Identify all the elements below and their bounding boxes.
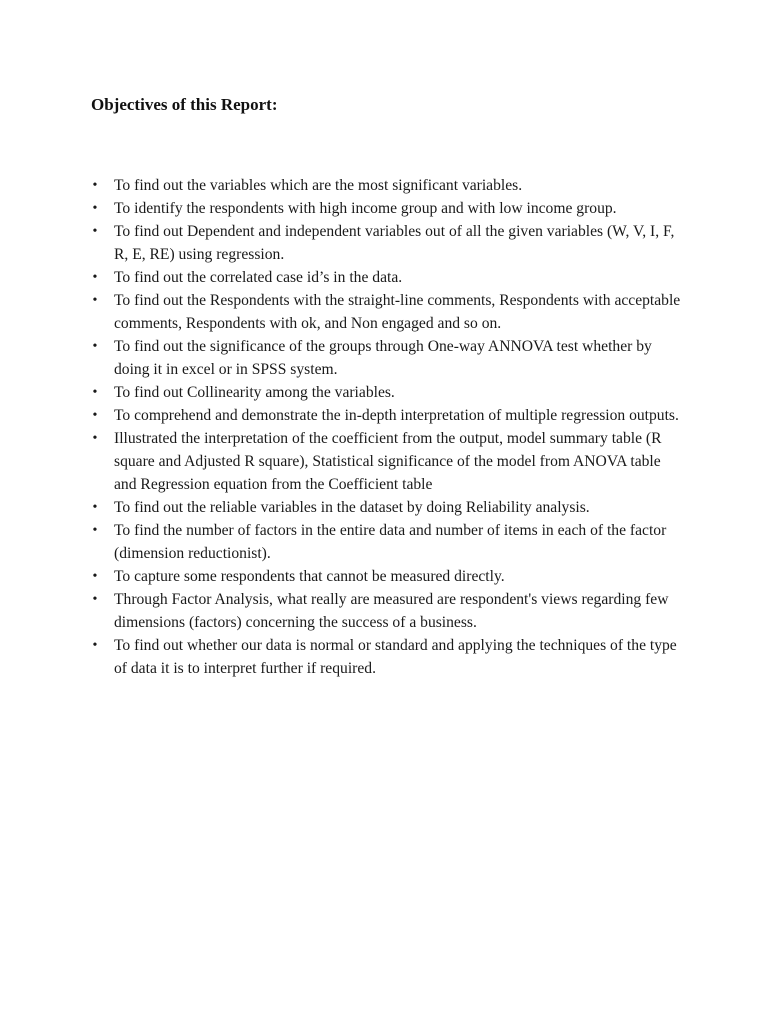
objective-item	[91, 289, 684, 335]
objective-text: To find out the significance of the groups through One-way ANNOVA test whether by doing it in excel or in SPSS system.	[114, 338, 652, 378]
objective-text: To capture some respondents that cannot be measured directly.	[114, 568, 505, 585]
objective-item	[91, 588, 684, 634]
objective-text: To find out Dependent and independent variables out of all the given variables (W, V, I, F, R, E, RE) using regression.	[114, 223, 675, 263]
bullet-icon: •	[92, 408, 98, 423]
bullet-icon: •	[92, 339, 98, 354]
objective-item	[91, 266, 684, 289]
bullet-icon: •	[92, 592, 98, 607]
objective-item	[91, 634, 684, 680]
objective-text: To find out the reliable variables in the dataset by doing Reliability analysis.	[114, 499, 590, 516]
objective-item	[91, 381, 684, 404]
bullet-icon: •	[92, 523, 98, 538]
objectives-list	[91, 174, 728, 680]
objective-text: To find out the Respondents with the straight-line comments, Respondents with acceptable comments, Respondents with ok, and Non engaged and so on.	[114, 292, 681, 332]
objective-item	[91, 197, 684, 220]
bullet-icon: •	[92, 431, 98, 446]
bullet-icon: •	[92, 201, 98, 216]
objective-text: To find out Collinearity among the variables.	[114, 384, 395, 401]
objective-item	[91, 335, 684, 381]
bullet-icon: •	[92, 270, 98, 285]
objective-text: To find the number of factors in the entire data and number of items in each of the factor (dimension reductionist).	[114, 522, 667, 562]
objective-item	[91, 404, 684, 427]
objective-text: To comprehend and demonstrate the in-depth interpretation of multiple regression outputs.	[114, 407, 679, 424]
objective-item	[91, 427, 684, 496]
objective-text: To identify the respondents with high income group and with low income group.	[114, 200, 617, 217]
bullet-icon: •	[92, 178, 98, 193]
objective-item	[91, 174, 684, 197]
objective-text: To find out the variables which are the most significant variables.	[114, 177, 523, 194]
objective-text: To find out whether our data is normal or standard and applying the techniques of the type of data it is to interpret further if required.	[114, 637, 677, 677]
bullet-icon: •	[92, 224, 98, 239]
bullet-icon: •	[92, 569, 98, 584]
objective-text: Illustrated the interpretation of the coefficient from the output, model summary table (R square and Adjusted R square), Statistical significance of the model from ANOVA table and Regression equation from the Coefficient table	[114, 430, 662, 493]
objective-item	[91, 519, 684, 565]
objective-item	[91, 220, 684, 266]
report-heading: Objectives of this Report:	[91, 95, 278, 114]
objective-text: Through Factor Analysis, what really are measured are respondent's views regarding few dimensions (factors) concerning the success of a business.	[114, 591, 669, 631]
bullet-icon: •	[92, 293, 98, 308]
objective-item	[91, 565, 684, 588]
objective-item	[91, 496, 684, 519]
bullet-icon: •	[92, 500, 98, 515]
objective-text: To find out the correlated case id’s in the data.	[114, 269, 403, 286]
bullet-icon: •	[92, 638, 98, 653]
bullet-icon: •	[92, 385, 98, 400]
